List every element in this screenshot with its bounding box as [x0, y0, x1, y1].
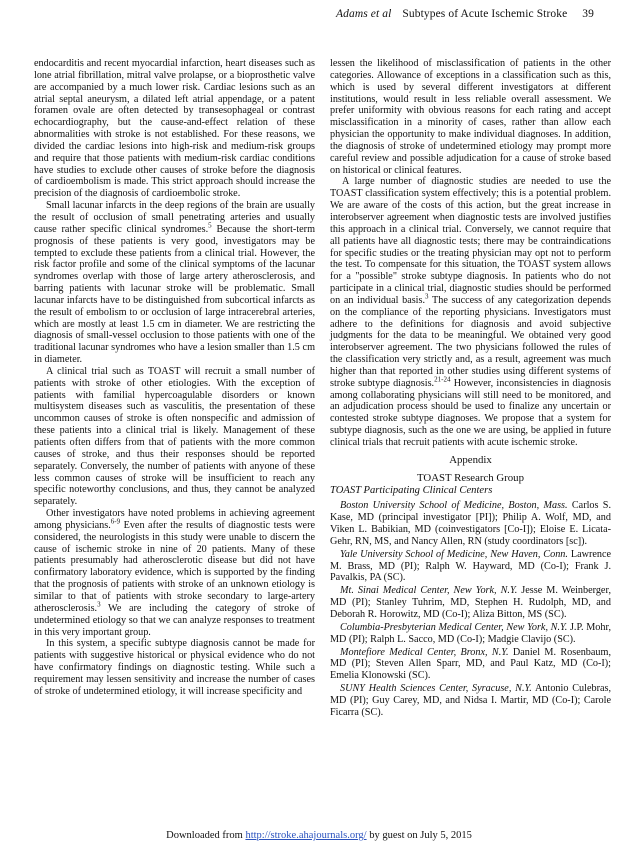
journal-link[interactable]: http://stroke.ahajournals.org/: [245, 830, 367, 841]
page-number: 39: [582, 8, 594, 20]
paragraph-text: Even after the results of diagnostic tests were considered, the neurologists in this study were unable to discern the cause of ischemic stroke in nine of 20 patients. Many of these patients presumably had atherosclerotic disease but did not have confirmatory laboratory evidence, which is supported by the finding that the prognosis of patients with stroke of an unknown etiology is similar to that of patients with stroke secondary to large-artery atherosclerosis.: [34, 519, 315, 614]
investigator-list: Jesse M. Weinberger, MD (PI); Stanley Tuhrim, MD, Stephen H. Rudolph, MD, and Deborah R. Horowitz, MD (Co-I); Aliza Bitton, MS (SC).: [330, 585, 611, 620]
paragraph: [34, 508, 315, 638]
institution-name: Yale University School of Medicine, New Haven, Conn.: [340, 548, 568, 560]
affiliation-entry: [330, 549, 611, 585]
institution-name: Columbia-Presbyterian Medical Center, New York, N.Y.: [340, 621, 568, 633]
paragraph: [34, 200, 315, 366]
affiliation-entry: [330, 585, 611, 621]
investigator-list: Daniel M. Rosenbaum, MD (PI); Steven Allen Sparr, MD, and Paul Katz, MD (Co-I); Emelia Klonowski (SC).: [330, 646, 611, 682]
reference-marker[interactable]: 3: [97, 600, 101, 609]
clinical-centers-heading: TOAST Participating Clinical Centers: [330, 484, 493, 496]
paragraph-text: Small lacunar infarcts in the deep regions of the brain are usually the result of occlusion of small penetrating arteries and usually cause rather specific clinical syndromes.: [34, 200, 315, 235]
affiliation-entry: [330, 622, 611, 646]
download-footer: [0, 830, 638, 841]
appendix-heading: Appendix: [449, 453, 492, 466]
paragraph-text: The success of any categorization depends on the compliance of the reporting physicians. Investigators must adhere to the definitions for diagnosis and avoid subjective judgments for the data to be meaningful. We obtained very good interobserver agreement. The two physicians followed the rules of the classification very strictly and, as a result, agreement was much higher than that reported in other studies using different systems of stroke subtype diagnosis.: [330, 294, 611, 389]
affiliation-entry: [330, 500, 611, 547]
paragraph-text: Other investigators have noted problems in achieving agreement among physicians.: [34, 508, 315, 531]
investigator-list: J.P. Mohr, MD (PI); Ralph L. Sacco, MD (Co-I); Madgie Clavijo (SC).: [330, 621, 612, 645]
left-column: [34, 58, 315, 698]
institution-name: Mt. Sinai Medical Center, New York, N.Y.: [340, 585, 518, 597]
research-group-heading: TOAST Research Group: [417, 471, 524, 484]
footer-suffix: by guest on July 5, 2015: [366, 830, 472, 841]
investigator-list: Lawrence M. Brass, MD (PI); Ralph W. Hayward, MD (Co-I); Frank J. Pavalkis, PA (SC).: [330, 548, 611, 584]
reference-marker[interactable]: 6-9: [110, 517, 121, 526]
investigator-list: Carlos S. Kase, MD (principal investigator [PI]); Philip A. Wolf, MD, and Viken L. Babikian, MD (coinvestigators [Co-I]); Eloise E. Licata-Gehr, RN, MS, and Nancy Allen, RN (study coordinators [sc]).: [330, 500, 611, 547]
header-authors: Adams et al: [336, 8, 392, 20]
institution-name: SUNY Health Sciences Center, Syracuse, N.Y.: [340, 683, 532, 695]
paragraph-text: Because the short-term prognosis of these patients is very good, investigators may be tempted to exclude these patients from a clinical trial. However, the risk factor profile and some of the clinical symptoms of the lacunar syndromes overlap with those of large artery atherosclerosis, and barring patients with lacunar stroke will be problematic. Small lacunar infarcts have to be distinguished from subcortical infarcts as the result of embolism to or occlusion of large intracerebral arteries, which are mostly at least 1.5 cm in diameter. We are restricting the diagnosis of small-vessel occlusion to those patients with one of the traditional lacunar syndromes who have a lesion smaller than 1.5 cm in diameter.: [34, 223, 315, 366]
paragraph: [330, 176, 611, 448]
paragraph-text: We are including the category of stroke of undetermined etiology so that we can analyze responses to treatment in this very important group.: [34, 602, 315, 638]
reference-marker[interactable]: 5: [208, 221, 212, 230]
institution-name: Boston University School of Medicine, Boston, Mass.: [340, 500, 568, 512]
paragraph: In this system, a specific subtype diagnosis cannot be made for patients with suggestive historical or physical evidence who do not have confirmatory findings on diagnostic testing. While such a requirement may lessen sensitivity and increase the number of cases of stroke of undetermined etiology, it will increase specificity and: [34, 638, 315, 697]
paragraph: lessen the likelihood of misclassification of patients in the other categories. Allowance of exceptions in a classification such as this, which is used by several different investigators at different institutions, would result in less reliable overall assessment. We prefer uniformity with obvious reasons for each rating and accept misclassification in a minority of cases, rather than allow each physician the opportunity to make individual diagnoses. In addition, the diagnosis of stroke of undetermined etiology may prompt more careful review and possible adjudication for a cause of stroke based on historical or clinical features.: [330, 58, 611, 176]
institution-name: Montefiore Medical Center, Bronx, N.Y.: [340, 646, 509, 658]
affiliation-entry: [330, 647, 611, 683]
paragraph: A clinical trial such as TOAST will recruit a small number of patients with stroke of other etiologies. With the exception of patients with familial hypercoagulable disorders or known multisystem diseases such as vasculitis, the presentation of these uncommon causes of stroke is often nonspecific and admission of these patients into a clinical trial is likely. Management of these patients often differs from that of patients with the more common causes of stroke, and thus their responses should be reported separately. Conversely, the number of patients with anyone of these less common causes of stroke will be insufficient to reach any specific noteworthy conclusions, and thus, they cannot be analyzed separately.: [34, 365, 315, 508]
footer-prefix: Downloaded from: [166, 830, 246, 841]
paragraph-text: A large number of diagnostic studies are needed to use the TOAST classification system effectively; this is a potential problem. We are aware of the costs of this action, but the great increase in interobserver agreement when diagnostic tests are involved justifies this approach in a clinical trial. Conversely, we cannot require that all patients have all diagnostic tests; there may be contraindications for specific studies or the treating physician may opt not to perform the test. To compensate for this situation, the TOAST system allows for a "possible" stroke subtype diagnosis. In patients who do not participate in a clinical trial, diagnostic studies should be performed on an individual basis.: [330, 176, 611, 306]
investigator-list: Antonio Culebras, MD (PI); Guy Carey, MD, and Nidsa I. Martir, MD (Co-I); Carole Ficarra (SC).: [330, 683, 612, 718]
affiliation-entry: [330, 683, 611, 719]
paragraph: endocarditis and recent myocardial infarction, heart diseases such as lone atrial fibrillation, mitral valve prolapse, or a bioprosthetic valve are accompanied by a much lower risk. Cardiac lesions such as an atrial septal aneurysm, a dilated left atrial appendage, or a patent foramen ovale are often detected by transesophageal or contrast echocardiography, but the cause-and-effect relation of these abnormalities with stroke is not established. For these reasons, we divided the cardiac lesions into high-risk and medium-risk groups and require that those patients with medium-risk cardiac conditions have studies to exclude other causes of stroke before the diagnosis of cardioembolism is made. This strict approach should increase the precision of the diagnosis of cardioembolic stroke.: [34, 58, 315, 200]
right-column: [330, 58, 611, 720]
reference-marker[interactable]: 3: [425, 292, 429, 301]
header-title: Subtypes of Acute Ischemic Stroke: [402, 8, 568, 20]
reference-marker[interactable]: 21-24: [434, 375, 451, 384]
paragraph-text: However, inconsistencies in diagnosis among collaborating physicians will still need to be monitored, and an adjudication process should be used to finalize any uncertain or contested stroke subtype diagnoses. We propose that a system for subtype diagnosis, such as the one we are using, be applied in future clinical trials that recruit patients with acute ischemic stroke.: [330, 377, 611, 448]
running-header: [336, 8, 594, 20]
